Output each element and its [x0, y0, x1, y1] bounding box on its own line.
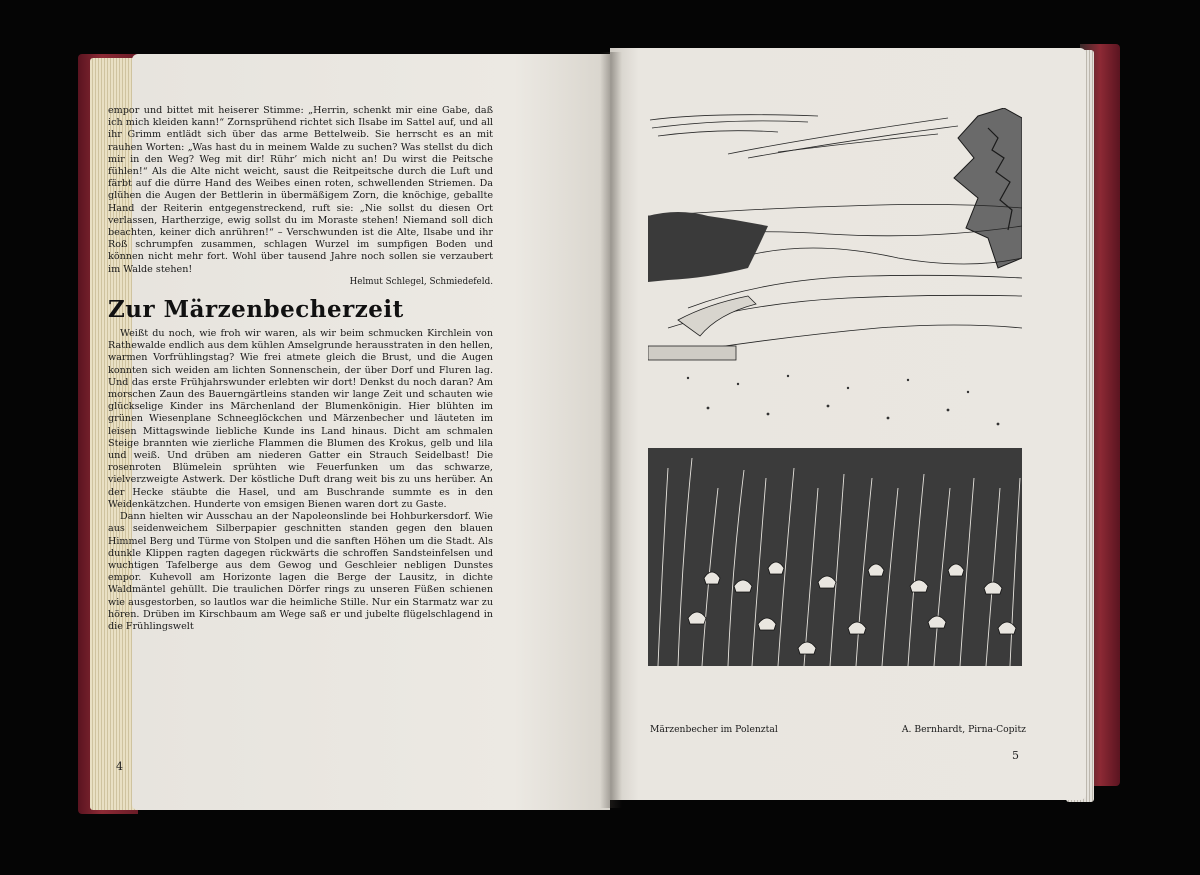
story-ending-paragraph: empor und bittet mit heiserer Stimme: „Herrin, schenkt mir eine Gabe, daß ich mich kleiden kann!“ Zornsprühend richtet sich Ilsabe im Sattel auf, und all ihr Grimm entlädt sich über das arme Bettelweib. Sie herrscht es an mit rauhen Worten: „Was hast du in meinem Walde zu suchen? Was stellst du dich mir in den Weg? Weg mit dir! Rühr’ mich nicht an! Du wirst die Peitsche fühlen!“ Als die Alte nicht weicht, saust die Reitpeitsche durch die Luft und färbt auf die dürre Hand des Weibes einen roten, schwellenden Striemen. Da glühen die Augen der Bettlerin in übermäßigem Zorn, die knöchige, geballte Hand der Reiterin entgegenstreckend, ruft sie: „Nie sollst du diesen Ort verlassen, Hartherzige, ewig sollst du im Moraste stehen! Niemand soll dich beachten, keiner dich anrühren!“ – Verschwunden ist die Alte, Ilsabe und ihr Roß schrumpfen zusammen, schlagen Wurzel im sumpfigen Boden und können nicht mehr fort. Wohl über tausend Jahre noch sollen sie verzaubert im Walde stehen!: [108, 105, 493, 275]
illustration-caption: Märzenbecher im Polenztal: [650, 724, 778, 735]
body-paragraph-1: Weißt du noch, wie froh wir waren, als wir beim schmucken Kirchlein von Rathewalde endlich aus dem kühlen Amselgrunde herausstraten in den hellen, warmen Vorfrühlingstag? Wie frei atmete gleich die Brust, und die Augen konnten sich weiden am lichten Sonnenschein, der über Dorf und Fluren lag. Und das erste Frühjahrswunder erlebten wir dort! Denkst du noch daran? Am morschen Zaun des Bauerngärtleins standen wir lange Zeit und schauten wie glückselige Kinder ins Märchenland der Blumenkönigin. Hier blühten im grünen Wiesenplane Schneeglöckchen und Märzenbecher und läuteten im leisen Mittagswinde liebliche Kunde ins Land hinaus. Dicht am schmalen Steige brannten wie zierliche Flammen die Blumen des Krokus, gelb und lila und weiß. Und drüben am niederen Gatter ein Strauch Seidelbast! Die rosenroten Blümelein sprühten wie Feuerfunken um das schwarze, vielverzweigte Astwerk. Der köstliche Duft drang weit bis zu uns herüber. An der Hecke stäubte die Hasel, und am Buschrande summte es in den Weidenkätzchen. Hunderte von emsigen Bienen waren dort zu Gaste.: [108, 328, 493, 510]
book-gutter: [600, 52, 622, 808]
grass-foreground: [648, 448, 1022, 666]
body-paragraph-2: Dann hielten wir Ausschau an der Napoleonslinde bei Hohburkersdorf. Wie aus seidenweichem Silberpapier geschnitten standen gegen den blauen Himmel Berg und Türme von Stolpen und die sanften Höhen um die Stadt. Als dunkle Klippen ragten dagegen rückwärts die schroffen Sandsteinfelsen und wuchtigen Tafelberge aus dem Gewog und Geschleier nebligen Dunstes empor. Kuhevoll am Horizonte lagen die Berge der Lausitz, in dichte Waldmäntel gehüllt. Die traulichen Dörfer rings zu unseren Füßen schienen wie ausgestorben, so lautlos war die heimliche Stille. Nur ein Starmatz war zu hören. Drüben im Kirschbaum am Wege saß er und jubelte flügelschlagend in die Frühlingswelt: [108, 511, 493, 632]
illustration-artist: A. Bernhardt, Pirna-Copitz: [901, 724, 1026, 735]
forest-left: [648, 212, 768, 282]
page-number-right: 5: [1012, 749, 1019, 762]
snowflake-meadow-illustration: [648, 108, 1022, 666]
meadow-dots: [687, 375, 1000, 426]
path: [648, 296, 756, 360]
left-page-text: [108, 105, 493, 633]
sky: [650, 115, 958, 158]
story-author: Helmut Schlegel, Schmiedefeld.: [349, 276, 493, 287]
chapter-heading: Zur Märzenbecherzeit: [108, 296, 404, 324]
page-number-left: 4: [116, 760, 123, 773]
tree-right: [954, 108, 1022, 268]
